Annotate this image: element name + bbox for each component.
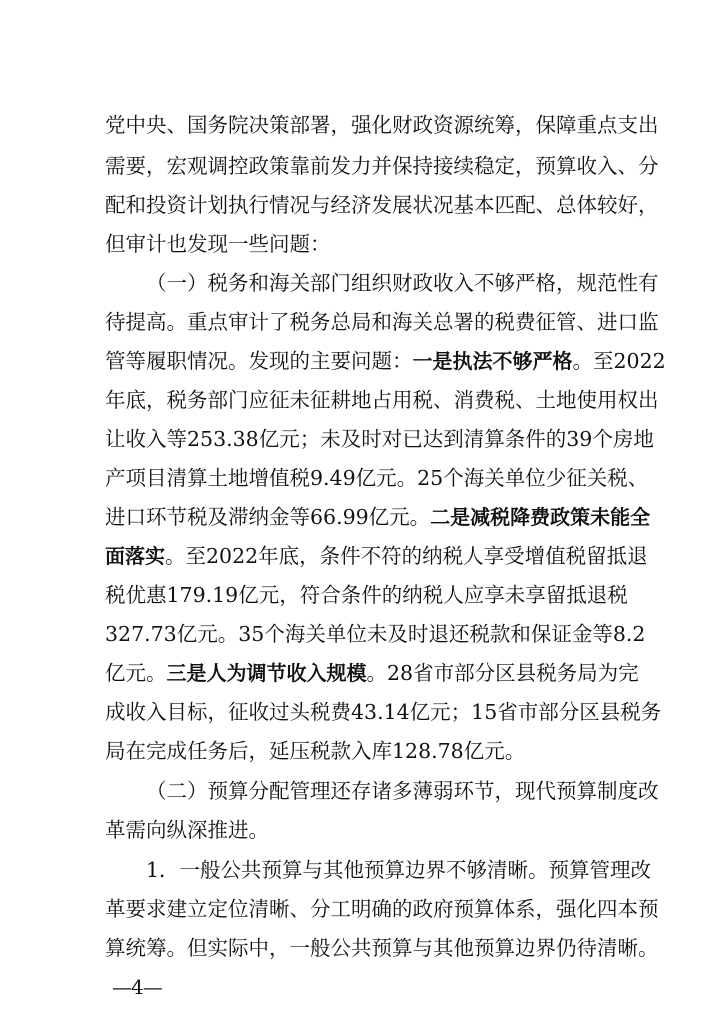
- text-line: 但审计也发现一些问题：: [105, 232, 331, 256]
- text-run: 亿元。: [105, 661, 167, 685]
- text-run: 进口环节税及滞纳金等66.99亿元。: [105, 505, 431, 529]
- text-run: 。至2022年底，条件不符的纳税人享受增值税留抵退: [165, 544, 648, 568]
- paragraph-heading-1: （一）税务和海关部门组织财政收入不够严格，规范性有: [146, 271, 659, 295]
- text-run: 管等履职情况。发现的主要问题：: [105, 349, 413, 373]
- bold-point-2-cont: 面落实: [105, 544, 165, 568]
- numbered-item-1: 1．一般公共预算与其他预算边界不够清晰。预算管理改: [146, 858, 652, 882]
- text-line: 年底，税务部门应征未征耕地占用税、消费税、土地使用权出: [105, 388, 659, 412]
- text-line: 算统筹。但实际中，一般公共预算与其他预算边界仍待清晰。: [105, 936, 659, 960]
- text-line: 税优惠179.19亿元，符合条件的纳税人应享未享留抵退税: [105, 583, 628, 607]
- text-line: [105, 346, 666, 376]
- text-line: 革要求建立定位清晰、分工明确的政府预算体系，强化四本预: [105, 897, 659, 921]
- text-run: 。至2022: [572, 349, 666, 373]
- text-line: 党中央、国务院决策部署，强化财政资源统筹，保障重点支出: [105, 113, 659, 137]
- text-line: 产项目清算土地增值税9.49亿元。25个海关单位少征关税、: [105, 466, 649, 490]
- text-line: [105, 658, 639, 688]
- text-run: 。28省市部分区县税务局为完: [366, 661, 639, 685]
- text-line: [105, 502, 651, 532]
- bold-point-2: 二是减税降费政策未能全: [430, 505, 651, 529]
- text-line: 让收入等253.38亿元；未及时对已达到清算条件的39个房地: [105, 427, 654, 451]
- text-line: 需要，宏观调控政策靠前发力并保持接续稳定，预算收入、分: [105, 154, 659, 178]
- page-number: —4—: [112, 975, 162, 999]
- text-line: 局在完成任务后，延压税款入库128.78亿元。: [105, 739, 526, 763]
- bold-point-1: 一是执法不够严格: [412, 349, 573, 373]
- bold-point-3: 三是人为调节收入规模: [166, 661, 367, 685]
- text-line: 成收入目标，征收过头税费43.14亿元；15省市部分区县税务: [105, 700, 662, 724]
- text-line: 革需向纵深推进。: [105, 818, 269, 842]
- text-line: 配和投资计划执行情况与经济发展状况基本匹配、总体较好，: [105, 193, 659, 217]
- paragraph-heading-2: （二）预算分配管理还存诸多薄弱环节，现代预算制度改: [146, 779, 659, 803]
- text-line: 待提高。重点审计了税务总局和海关总署的税费征管、进口监: [105, 310, 659, 334]
- text-line: 327.73亿元。35个海关单位未及时退还税款和保证金等8.2: [105, 622, 646, 646]
- text-line: [105, 541, 648, 571]
